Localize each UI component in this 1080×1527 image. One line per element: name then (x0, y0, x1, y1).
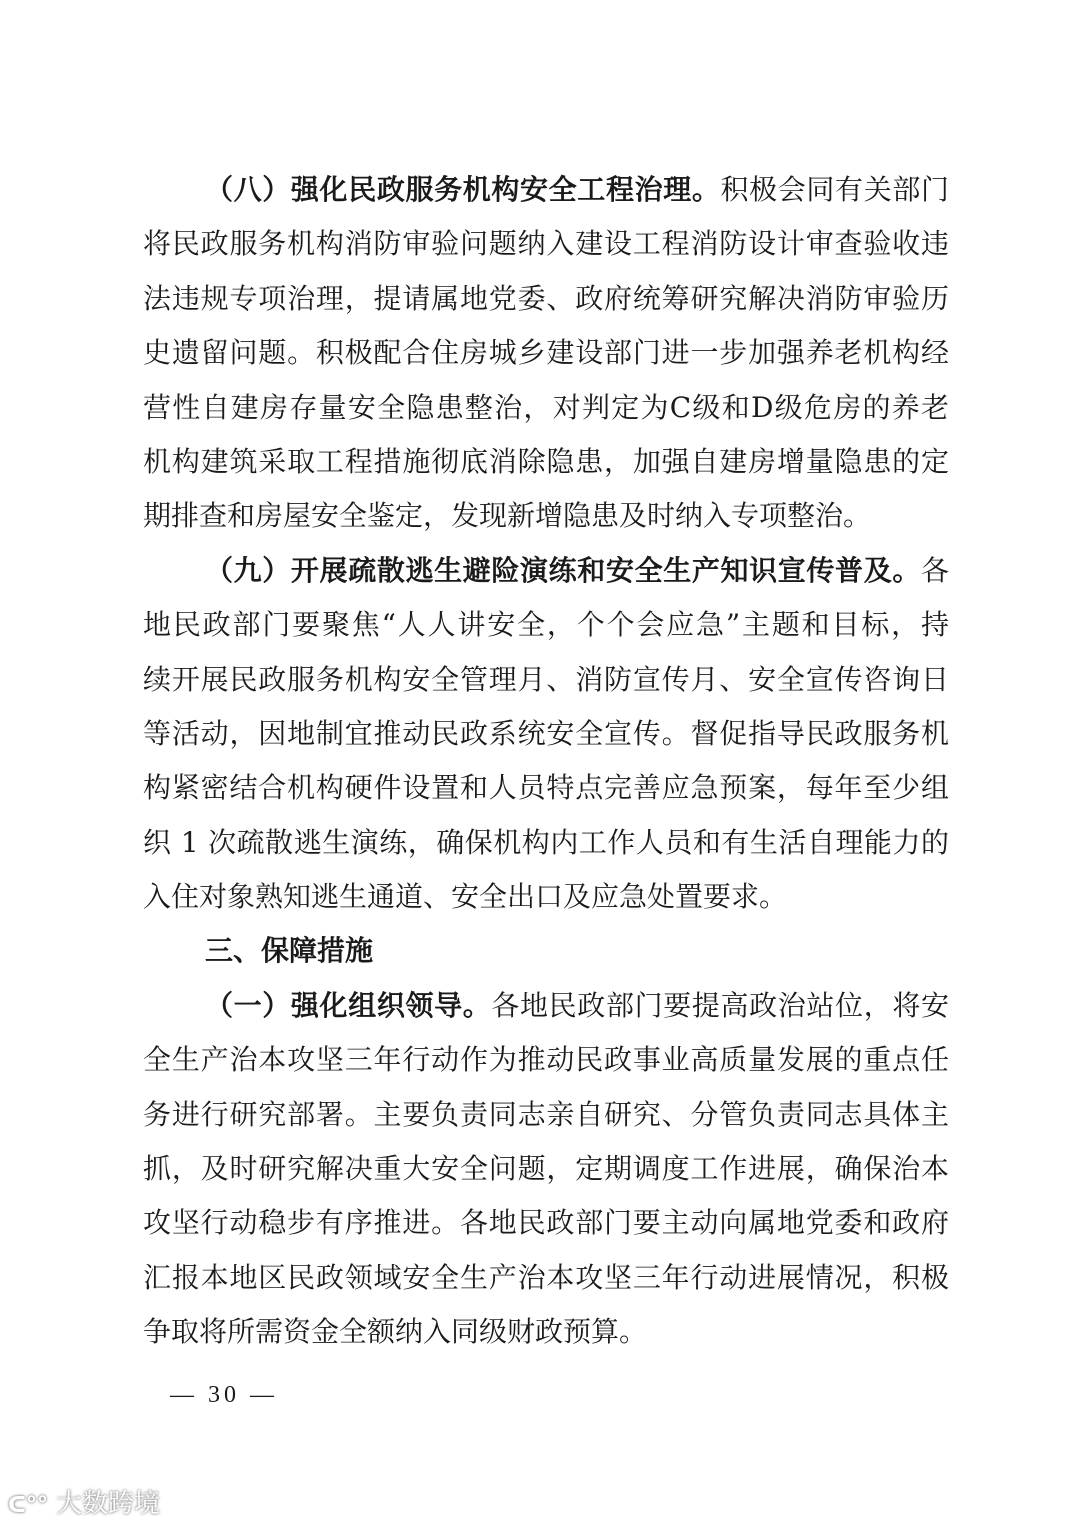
text-line (143, 598, 949, 652)
text-line (143, 1196, 949, 1250)
text-line (143, 870, 949, 924)
text-line (143, 761, 949, 815)
text-line (143, 1088, 949, 1142)
text-line (143, 217, 949, 271)
text-line (143, 924, 949, 978)
body-text: 构紧密结合机构硬件设置和人员特点完善应急预案，每年至少组 (143, 771, 949, 805)
text-line (143, 381, 949, 435)
watermark (8, 1488, 160, 1522)
text-line (143, 435, 949, 489)
text-line (143, 653, 949, 707)
body-text: 续开展民政服务机构安全管理月、消防宣传月、安全宣传咨询日 (143, 662, 949, 696)
body-text: 汇报本地区民政领域安全生产治本攻坚三年行动进展情况，积极 (143, 1260, 949, 1294)
body-text: 务进行研究部署。主要负责同志亲自研究、分管负责同志具体主 (143, 1097, 949, 1131)
text-line (143, 163, 949, 217)
body-text: 等活动，因地制宜推动民政系统安全宣传。督促指导民政服务机 (143, 716, 949, 750)
body-text: 全生产治本攻坚三年行动作为推动民政事业高质量发展的重点任 (143, 1043, 949, 1077)
text-line (143, 489, 949, 543)
body-text: 期排查和房屋安全鉴定，发现新增隐患及时纳入专项整治。 (143, 499, 872, 533)
body-text: 将民政服务机构消防审验问题纳入建设工程消防设计审查验收违 (143, 227, 949, 261)
body-text: 各地民政部门要提高政治站位，将安 (491, 988, 949, 1022)
section-heading: 三、保障措施 (205, 934, 374, 968)
body-text: 法违规专项治理，提请属地党委、政府统筹研究解决消防审验历 (143, 281, 949, 315)
text-line (143, 979, 949, 1033)
body-text: 地民政部门要聚焦“人人讲安全，个个会应急”主题和目标，持 (143, 608, 949, 642)
text-line (143, 1033, 949, 1087)
page-number: — 30 — (170, 1382, 278, 1408)
text-line (143, 326, 949, 380)
section-heading: （一）强化组织领导。 (205, 988, 492, 1022)
text-line (143, 1142, 949, 1196)
body-text: 积极会同有关部门 (720, 173, 949, 206)
text-line (143, 272, 949, 326)
body-text: 各 (920, 553, 949, 587)
watermark-logo-icon: ᑕ°° (8, 1493, 48, 1518)
document-body (143, 163, 949, 1360)
body-text: 史遗留问题。积极配合住房城乡建设部门进一步加强养老机构经 (143, 336, 949, 370)
section-heading: （八）强化民政服务机构安全工程治理。 (205, 173, 721, 206)
body-text: 抓，及时研究解决重大安全问题，定期调度工作进展，确保治本 (143, 1152, 949, 1186)
text-line (143, 816, 949, 870)
body-text: 织 1 次疏散逃生演练，确保机构内工作人员和有生活自理能力的 (143, 825, 949, 859)
body-text: 攻坚行动稳步有序推进。各地民政部门要主动向属地党委和政府 (143, 1206, 949, 1240)
watermark-text: 大数跨境 (55, 1489, 160, 1519)
text-line (143, 1305, 949, 1359)
body-text: 机构建筑采取工程措施彻底消除隐患，加强自建房增量隐患的定 (143, 444, 949, 478)
text-line (143, 1251, 949, 1305)
body-text: 营性自建房存量安全隐患整治，对判定为C级和D级危房的养老 (143, 390, 949, 424)
text-line (143, 707, 949, 761)
body-text: 入住对象熟知逃生通道、安全出口及应急处置要求。 (143, 880, 788, 914)
text-line (143, 544, 949, 598)
section-heading: （九）开展疏散逃生避险演练和安全生产知识宣传普及。 (205, 553, 921, 587)
body-text: 争取将所需资金全额纳入同级财政预算。 (143, 1315, 648, 1349)
